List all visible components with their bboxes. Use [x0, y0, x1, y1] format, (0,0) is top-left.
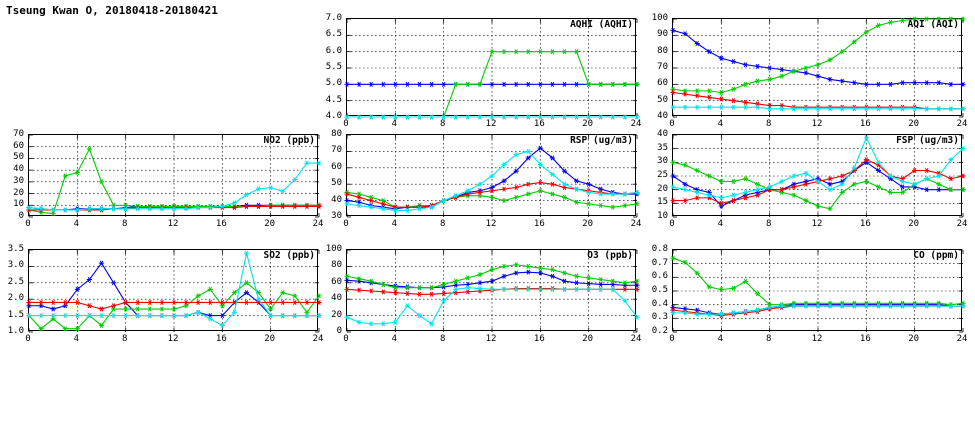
y-tick-label: 2.0 — [7, 293, 24, 304]
y-tick-label: 80 — [657, 45, 668, 56]
y-tick-label: 30 — [13, 175, 24, 186]
chart-panel-co — [651, 244, 968, 344]
y-tick-label: 50 — [657, 94, 668, 105]
y-tick-label: 40 — [331, 293, 342, 304]
x-tick-label: 20 — [582, 334, 594, 344]
y-tick-label: 10 — [657, 211, 668, 221]
chart-title-o3: O3 (ppb) — [587, 250, 633, 261]
y-tick-label: 1.5 — [7, 309, 24, 320]
chart-panel-so2 — [7, 244, 324, 344]
chart-panel-fsp — [657, 129, 968, 229]
y-tick-label: 30 — [657, 156, 668, 167]
y-tick-label: 60 — [13, 140, 24, 151]
chart-title-rsp: RSP (ug/m3) — [570, 135, 633, 146]
x-tick-label: 16 — [533, 119, 545, 129]
x-tick-label: 16 — [859, 219, 871, 229]
x-tick-label: 24 — [956, 219, 968, 229]
x-tick-label: 4 — [391, 334, 398, 344]
y-tick-label: 0.5 — [651, 285, 668, 295]
y-tick-label: 90 — [657, 29, 668, 40]
y-tick-label: 0.6 — [651, 271, 668, 282]
x-tick-label: 8 — [439, 334, 446, 344]
y-tick-label: 80 — [331, 260, 342, 271]
y-axis-labels-aqhi — [320, 13, 342, 121]
y-tick-label: 35 — [657, 142, 668, 153]
y-axis-labels-co — [646, 244, 668, 336]
y-tick-label: 70 — [13, 129, 24, 139]
x-tick-label: 24 — [630, 219, 642, 229]
y-tick-label: 60 — [331, 161, 342, 172]
plot-area-co — [672, 249, 962, 331]
y-axis-labels-fsp — [646, 129, 668, 221]
x-tick-label: 20 — [582, 119, 594, 129]
y-axis-labels-rsp — [320, 129, 342, 221]
y-tick-label: 20 — [13, 187, 24, 198]
x-tick-label: 24 — [312, 219, 324, 229]
y-tick-label: 0 — [336, 326, 342, 336]
y-tick-label: 40 — [657, 129, 668, 139]
y-axis-labels-aqi — [646, 13, 668, 121]
x-tick-label: 4 — [717, 219, 724, 229]
y-tick-label: 0.3 — [651, 312, 668, 323]
y-tick-label: 50 — [13, 152, 24, 163]
x-tick-label: 24 — [630, 334, 642, 344]
y-tick-label: 10 — [13, 199, 24, 210]
y-tick-label: 4.5 — [325, 94, 342, 105]
plot-area-no2 — [28, 134, 318, 216]
x-tick-label: 24 — [630, 119, 642, 129]
y-axis-labels-so2 — [2, 244, 24, 336]
y-axis-labels-o3 — [320, 244, 342, 336]
y-tick-label: 30 — [331, 211, 342, 221]
y-tick-label: 0.4 — [651, 298, 668, 309]
y-tick-label: 6.5 — [325, 29, 342, 40]
x-tick-label: 12 — [811, 219, 823, 229]
plot-area-fsp — [672, 134, 962, 216]
y-tick-label: 20 — [657, 183, 668, 194]
plot-area-aqhi — [346, 18, 636, 116]
y-tick-label: 70 — [331, 145, 342, 156]
x-tick-label: 4 — [391, 219, 398, 229]
x-tick-label: 8 — [765, 219, 772, 229]
chart-title-co: CO (ppm) — [913, 250, 959, 261]
plot-area-rsp — [346, 134, 636, 216]
x-tick-label: 8 — [121, 334, 128, 344]
x-tick-label: 4 — [73, 334, 80, 344]
x-tick-label: 12 — [811, 119, 823, 129]
x-tick-label: 12 — [167, 334, 179, 344]
x-tick-label: 8 — [121, 219, 128, 229]
y-tick-label: 5.5 — [325, 62, 342, 72]
plot-area-aqi — [672, 18, 962, 116]
x-tick-label: 8 — [765, 334, 772, 344]
x-tick-label: 4 — [391, 119, 398, 129]
y-tick-label: 40 — [331, 194, 342, 205]
x-tick-label: 12 — [485, 334, 497, 344]
x-tick-label: 0 — [669, 334, 675, 344]
x-tick-label: 16 — [533, 334, 545, 344]
y-tick-label: 25 — [657, 170, 668, 180]
x-tick-label: 20 — [264, 334, 276, 344]
chart-panel-o3 — [325, 244, 642, 344]
chart-panel-no2 — [13, 129, 324, 229]
y-tick-label: 60 — [657, 78, 668, 89]
y-axis-labels-no2 — [2, 129, 24, 221]
x-tick-label: 0 — [669, 219, 675, 229]
y-tick-label: 3.5 — [7, 244, 24, 254]
plot-area-o3 — [346, 249, 636, 331]
x-tick-label: 12 — [485, 219, 497, 229]
y-tick-label: 6.0 — [325, 45, 342, 56]
chart-panel-rsp — [331, 129, 642, 229]
x-tick-label: 12 — [167, 219, 179, 229]
x-tick-label: 0 — [343, 119, 349, 129]
x-tick-label: 0 — [669, 119, 675, 129]
y-tick-label: 15 — [657, 197, 668, 208]
x-tick-label: 20 — [908, 334, 920, 344]
x-tick-label: 4 — [73, 219, 80, 229]
y-tick-label: 5.0 — [325, 78, 342, 89]
x-tick-label: 16 — [859, 334, 871, 344]
x-tick-label: 16 — [859, 119, 871, 129]
chart-title-fsp: FSP (ug/m3) — [896, 135, 959, 146]
x-tick-label: 16 — [215, 219, 227, 229]
y-tick-label: 0.8 — [651, 244, 668, 254]
x-tick-label: 20 — [908, 219, 920, 229]
y-tick-label: 80 — [331, 129, 342, 139]
y-tick-label: 4.0 — [325, 111, 342, 121]
chart-title-aqi: AQI (AQI) — [907, 19, 959, 30]
y-tick-label: 20 — [331, 309, 342, 320]
y-tick-label: 7.0 — [325, 13, 342, 23]
chart-title-so2: SO2 (ppb) — [263, 250, 315, 261]
y-tick-label: 100 — [325, 244, 342, 254]
x-tick-label: 20 — [908, 119, 920, 129]
y-tick-label: 40 — [657, 111, 668, 121]
y-tick-label: 3.0 — [7, 260, 24, 271]
y-tick-label: 0.7 — [651, 257, 668, 268]
x-tick-label: 16 — [215, 334, 227, 344]
x-tick-label: 4 — [717, 334, 724, 344]
x-tick-label: 24 — [312, 334, 324, 344]
x-tick-label: 24 — [956, 119, 968, 129]
x-tick-label: 20 — [582, 219, 594, 229]
y-tick-label: 2.5 — [7, 276, 24, 287]
chart-title-aqhi: AQHI (AQHI) — [570, 19, 633, 30]
chart-title-no2: NO2 (ppb) — [263, 135, 315, 146]
x-tick-label: 12 — [485, 119, 497, 129]
chart-panel-aqhi — [325, 13, 642, 129]
x-tick-label: 12 — [811, 334, 823, 344]
x-tick-label: 0 — [343, 219, 349, 229]
page-title: Tseung Kwan O, 20180418-20180421 — [6, 4, 218, 17]
x-tick-label: 0 — [25, 334, 31, 344]
x-tick-label: 8 — [765, 119, 772, 129]
x-tick-label: 4 — [717, 119, 724, 129]
x-tick-label: 20 — [264, 219, 276, 229]
y-tick-label: 100 — [651, 13, 668, 23]
plot-area-so2 — [28, 249, 318, 331]
y-tick-label: 60 — [331, 276, 342, 287]
y-tick-label: 1.0 — [7, 326, 24, 336]
y-tick-label: 50 — [331, 178, 342, 189]
x-tick-label: 0 — [25, 219, 31, 229]
x-tick-label: 16 — [533, 219, 545, 229]
y-tick-label: 0 — [18, 211, 24, 221]
chart-panel-aqi — [651, 13, 968, 129]
y-tick-label: 0.2 — [651, 326, 668, 336]
x-tick-label: 8 — [439, 219, 446, 229]
y-tick-label: 40 — [13, 164, 24, 175]
x-tick-label: 8 — [439, 119, 446, 129]
y-tick-label: 70 — [657, 62, 668, 72]
x-tick-label: 24 — [956, 334, 968, 344]
x-tick-label: 0 — [343, 334, 349, 344]
